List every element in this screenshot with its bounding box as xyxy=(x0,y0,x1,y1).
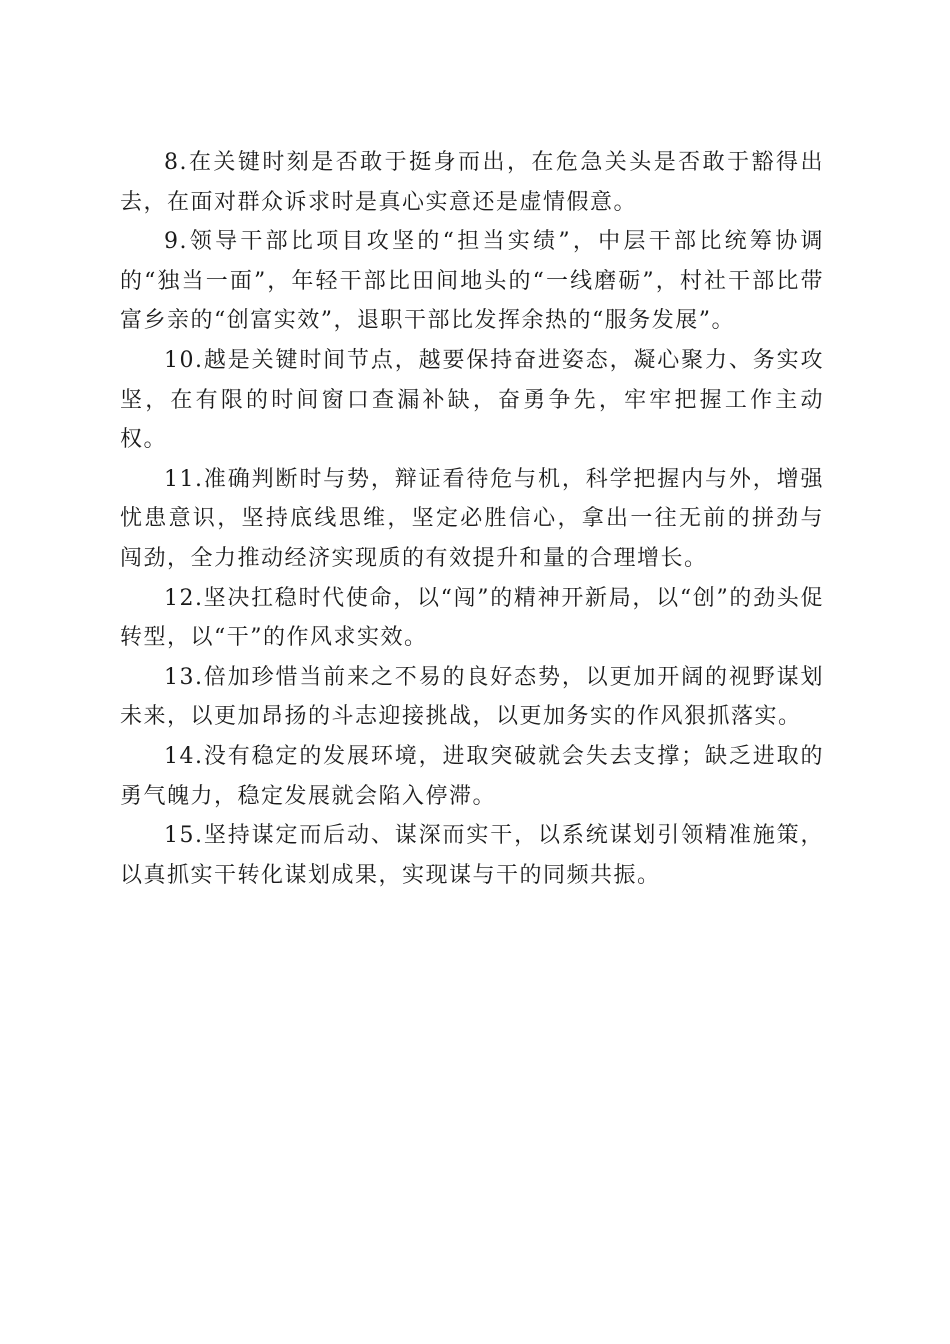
paragraph-11: 11.准确判断时与势，辩证看待危与机，科学把握内与外，增强忧患意识，坚持底线思维，坚定必胜信心，拿出一往无前的拼劲与闯劲，全力推动经济实现质的有效提升和量的合理增长。 xyxy=(120,466,824,571)
document-body xyxy=(120,143,824,895)
paragraph-10: 10.越是关键时间节点，越要保持奋进姿态，凝心聚力、务实攻坚，在有限的时间窗口查漏补缺，奋勇争先，牢牢把握工作主动权。 xyxy=(120,347,824,453)
paragraph-15: 15.坚持谋定而后动、谋深而实干，以系统谋划引领精准施策，以真抓实干转化谋划成果，实现谋与干的同频共振。 xyxy=(120,823,824,888)
paragraph-9: 9.领导干部比项目攻坚的“担当实绩”，中层干部比统筹协调的“独当一面”，年轻干部比田间地头的“一线磨砺”，村社干部比带富乡亲的“创富实效”，退职干部比发挥余热的“服务发展”。 xyxy=(120,229,824,334)
paragraph-13: 13.倍加珍惜当前来之不易的良好态势，以更加开阔的视野谋划未来，以更加昂扬的斗志迎接挑战，以更加务实的作风狠抓落实。 xyxy=(120,664,824,730)
paragraph-12: 12.坚决扛稳时代使命，以“闯”的精神开新局，以“创”的劲头促转型，以“干”的作风求实效。 xyxy=(120,585,824,651)
paragraph-8: 8.在关键时刻是否敢于挺身而出，在危急关头是否敢于豁得出去，在面对群众诉求时是真心实意还是虚情假意。 xyxy=(120,150,824,215)
paragraph-14: 14.没有稳定的发展环境，进取突破就会失去支撑；缺乏进取的勇气魄力，稳定发展就会陷入停滞。 xyxy=(120,743,824,809)
